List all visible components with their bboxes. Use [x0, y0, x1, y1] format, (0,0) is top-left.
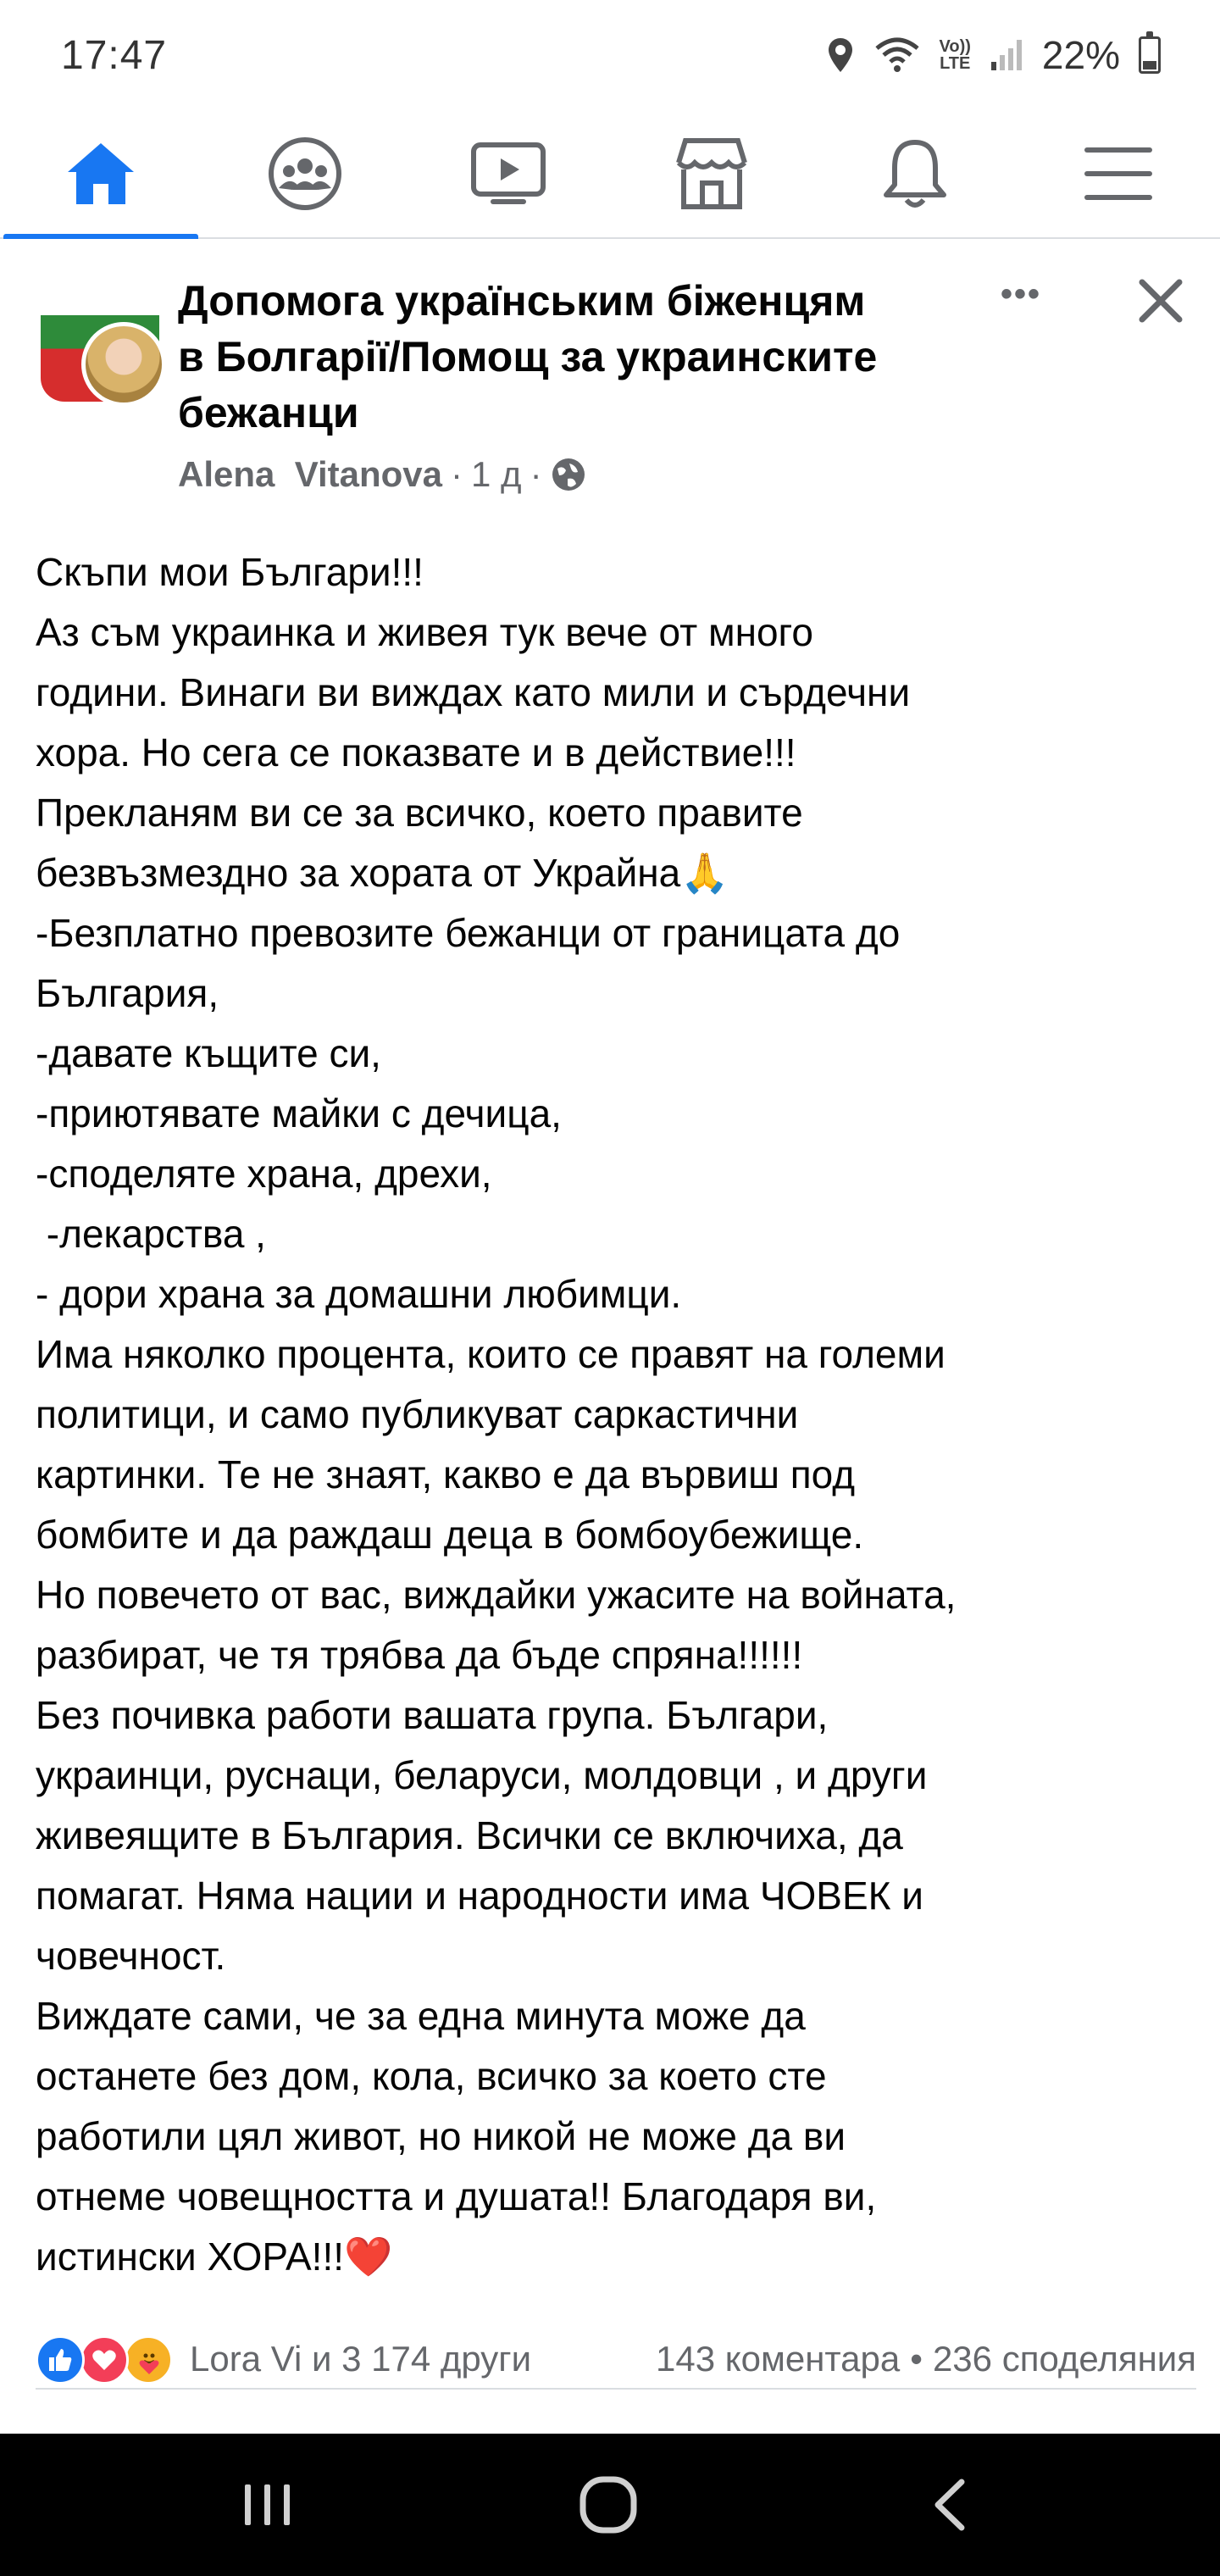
post-text-line: Без почивка работи вашата група. Българи, [36, 1693, 829, 1737]
post-text-line: бомбите и да раждаш деца в бомбоубежище. [36, 1513, 864, 1557]
post-text-line: Скъпи мои Българи!!! [36, 550, 424, 594]
globe-icon [551, 457, 586, 492]
home-circle-button[interactable] [574, 2471, 642, 2539]
post-text-line: Но повечето от вас, виждайки ужасите на войната, [36, 1573, 957, 1617]
tab-video[interactable] [411, 110, 606, 237]
meta-separator: · [530, 454, 542, 494]
post-text-line: разбират, че тя трябва да бъде спряна!!!!!! [36, 1633, 803, 1677]
groups-icon [267, 136, 343, 212]
post-text-line: безвъзмездно за хората от Украйна🙏 [36, 851, 729, 895]
post-text-line: украинци, руснаци, беларуси, молдовци , и други [36, 1753, 928, 1797]
more-options-button[interactable] [991, 273, 1051, 315]
like-icon [36, 2335, 85, 2384]
recent-apps-button[interactable] [234, 2471, 302, 2539]
lte-label: LTE [940, 54, 971, 73]
post-header [0, 239, 1220, 519]
post-body [36, 542, 1196, 2287]
marketplace-icon [674, 137, 750, 210]
battery-fill [1143, 61, 1156, 69]
meta-separator: · [451, 454, 463, 494]
battery-percent: 22% [1041, 33, 1120, 77]
battery-icon [1139, 36, 1161, 74]
recent-apps-icon [241, 2481, 294, 2529]
more-options-icon: ••• [1000, 275, 1041, 313]
network-type-label [940, 38, 971, 72]
post-text-line: отнеме човещността и душата!! Благодаря ви, [36, 2174, 877, 2218]
group-name-link[interactable] [178, 273, 974, 441]
android-navigation-bar [0, 2434, 1220, 2576]
tab-groups[interactable] [208, 110, 402, 237]
post-text-line: години. Винаги ви виждах като мили и сърдечни [36, 670, 911, 714]
author-avatar[interactable] [81, 322, 166, 407]
post-time[interactable]: 1 д [471, 454, 522, 494]
post-text-line: политици, и само публикуват саркастични [36, 1392, 799, 1436]
care-icon [124, 2335, 173, 2384]
post-text-line: картинки. Те не знаят, какво е да вървиш под [36, 1452, 856, 1496]
location-icon [826, 36, 855, 74]
shares-count[interactable]: 236 споделяния [932, 2339, 1196, 2379]
wifi-icon [873, 36, 921, 74]
post-text-line: - дори храна за домашни любимци. [36, 1272, 682, 1316]
post-text-line: Има няколко процента, които се правят на големи [36, 1332, 946, 1376]
tab-menu[interactable] [1021, 110, 1216, 237]
comments-count[interactable]: 143 коментара [656, 2339, 901, 2379]
signal-icon [990, 38, 1023, 72]
reactions-bar [36, 2330, 1196, 2390]
video-icon [470, 140, 546, 208]
post-text-line: хора. Но сега се показвате и в действие!!! [36, 730, 796, 774]
author-name-link[interactable]: Alena Vitanova [178, 454, 443, 494]
post-text-line: Виждате сами, че за една минута може да [36, 1994, 806, 2038]
reaction-icons[interactable] [36, 2334, 180, 2384]
post-text-line: -Безплатно превозите бежанци от границата до [36, 911, 901, 955]
love-icon [80, 2335, 129, 2384]
notifications-icon [881, 137, 949, 210]
home-circle-icon [578, 2474, 639, 2535]
post-text-line: България, [36, 971, 219, 1015]
volte-label: Vo)) [939, 37, 971, 56]
post-text-line: -давате къщите си, [36, 1031, 381, 1075]
post-text-line: Прекланям ви се за всичко, което правите [36, 791, 803, 835]
bullet-separator: • [910, 2339, 923, 2379]
close-button[interactable] [1131, 271, 1190, 330]
group-name-line: Допомога українським біженцям [178, 277, 866, 325]
tab-notifications[interactable] [818, 110, 1012, 237]
post-text-line: -споделяте храна, дрехи, [36, 1152, 492, 1196]
group-name-line: в Болгарії/Помощ за украинските [178, 333, 878, 380]
status-icons [826, 32, 1161, 78]
tab-marketplace[interactable] [614, 110, 809, 237]
post-meta [178, 454, 586, 495]
tab-home[interactable] [3, 110, 198, 237]
post-text-line: -приютявате майки с дечица, [36, 1091, 562, 1135]
home-icon [64, 140, 137, 208]
menu-icon [1083, 144, 1154, 203]
group-name-line: бежанци [178, 389, 359, 436]
main-nav-bar [0, 110, 1220, 239]
status-bar [0, 0, 1220, 110]
status-time: 17:47 [61, 32, 168, 78]
post-text-line: живеящите в България. Всички се включиха, да [36, 1813, 903, 1857]
post-text-line: останете без дом, кола, всичко за което сте [36, 2054, 827, 2098]
post-text-line: Аз съм украинка и живея тук вече от много [36, 610, 813, 654]
post-text-line: -лекарства , [36, 1212, 266, 1256]
back-button[interactable] [915, 2471, 983, 2539]
close-icon [1137, 277, 1184, 325]
reactions-summary[interactable]: Lora Vi и 3 174 други [190, 2339, 532, 2379]
post-text-line: работили цял живот, но никой не може да ви [36, 2114, 846, 2158]
post-text-line: истински ХОРА!!!❤️ [36, 2235, 393, 2279]
back-icon [929, 2477, 968, 2533]
post-text-line: човечност. [36, 1934, 226, 1978]
post-text-line: помагат. Няма нации и народности има ЧОВЕК и [36, 1874, 923, 1918]
